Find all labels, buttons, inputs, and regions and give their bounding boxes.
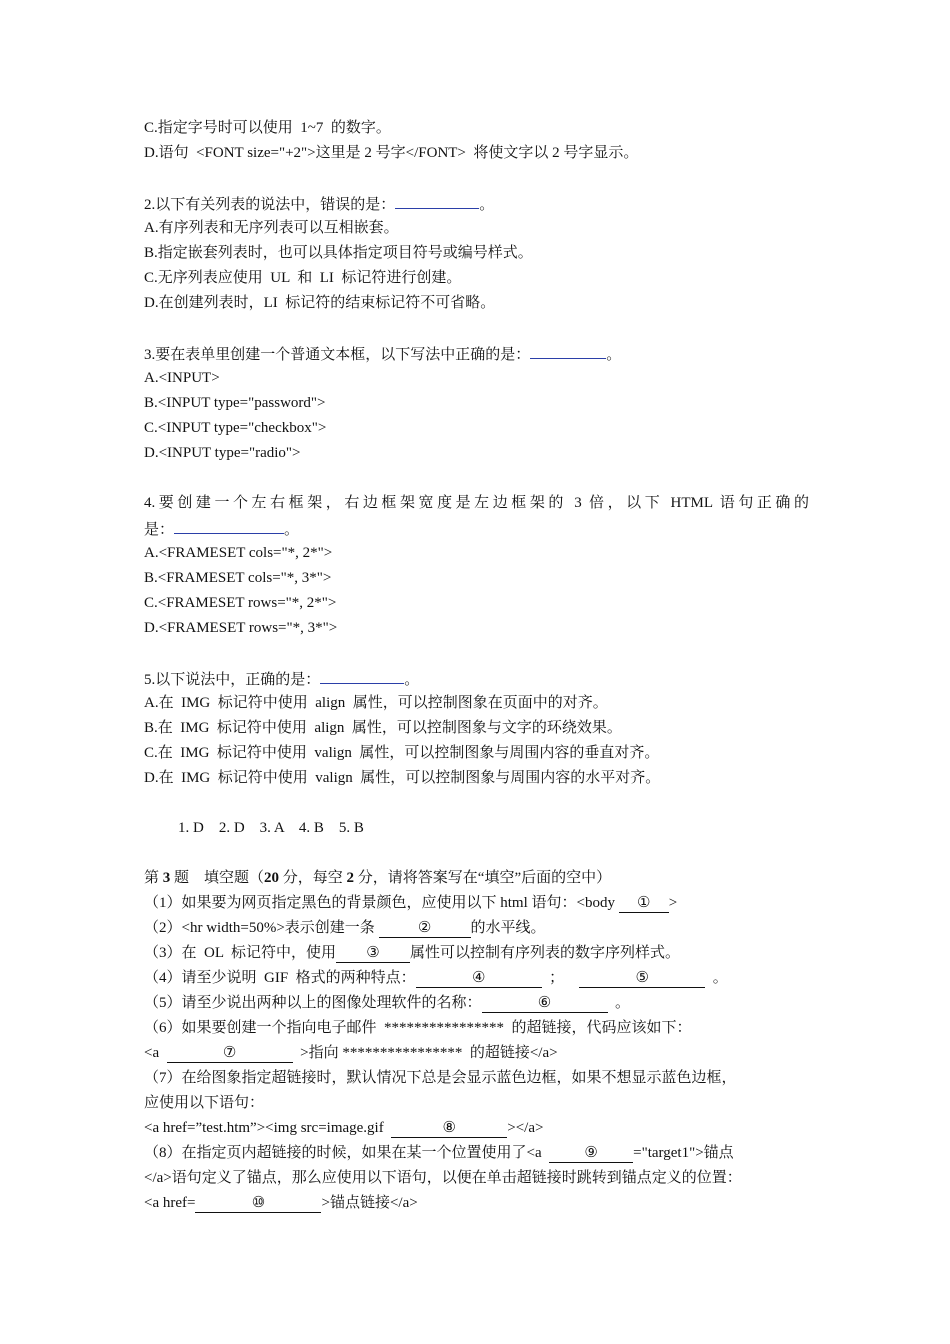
q3-option-d: D.<INPUT type="radio">: [144, 445, 301, 461]
q2-option-c: C.无序列表应使用 UL 和 LI 标记符进行创建。: [144, 270, 462, 286]
item-text: 。: [607, 995, 631, 1011]
fill-item-8-code: [144, 1191, 809, 1216]
fill-blank-7: ⑦: [167, 1044, 293, 1063]
q4-option-d: D.<FRAMESET rows="*, 3*">: [144, 620, 338, 636]
title-total-score: 20: [264, 870, 280, 886]
q2-option-a: A.有序列表和无序列表可以互相嵌套。: [144, 220, 399, 236]
fill-item-6: （6）如果要创建一个指向电子邮件 **************** 的超链接，代码应该如下：: [144, 1020, 692, 1036]
spacer: [144, 841, 809, 866]
q2-stem-end: 。: [479, 197, 495, 213]
q2-stem-text: 2.以下有关列表的说法中，错误的是：: [144, 197, 396, 213]
spacer: [144, 166, 809, 191]
fill-item-5: [144, 991, 809, 1016]
title-part: 第: [144, 870, 163, 886]
item-text: 。: [705, 970, 728, 986]
fill-item-7-cont: 应使用以下语句：: [144, 1095, 265, 1111]
q4-option-c: C.<FRAMESET rows="*, 2*">: [144, 595, 337, 611]
fill-item-8: [144, 1141, 809, 1166]
q5-option-a: A.在 IMG 标记符中使用 align 属性，可以控制图象在页面中的对齐。: [144, 695, 608, 711]
q1-option-c: C.指定字号时可以使用 1~7 的数字。: [144, 120, 391, 136]
q3-stem-end: 。: [606, 347, 622, 363]
fill-item-6-code: [144, 1041, 809, 1066]
item-text: （1）如果要为网页指定黑色的背景颜色，应使用以下 html 语句：<body: [144, 895, 619, 911]
item-text: <a href=: [144, 1195, 196, 1211]
document-page: [144, 116, 809, 1216]
fill-blank-2: ②: [379, 919, 471, 938]
q4-stem-line1: 4.要创建一个左右框架，右边框架宽度是左边框架的 3 倍，以下 HTML 语句正确的: [144, 495, 809, 511]
fill-blank-6: ⑥: [482, 994, 608, 1013]
item-text: >指向 **************** 的超链接</a>: [292, 1045, 558, 1061]
title-part: 分，请将答案写在“填空”后面的空中）: [354, 870, 612, 886]
item-text: ></a>: [507, 1120, 544, 1136]
item-text: ="target1">锚点: [633, 1145, 734, 1161]
q3-answer-blank: [530, 341, 606, 359]
title-part: 题 填空题（: [170, 870, 265, 886]
item-text: （4）请至少说明 GIF 格式的两种特点：: [144, 970, 416, 986]
fill-item-2: [144, 916, 809, 941]
title-part: 分，每空: [279, 870, 347, 886]
fill-item-1: [144, 891, 809, 916]
fill-blank-8: ⑧: [391, 1119, 507, 1138]
spacer: [144, 316, 809, 341]
q2-option-b: B.指定嵌套列表时，也可以具体指定项目符号或编号样式。: [144, 245, 533, 261]
q5-option-c: C.在 IMG 标记符中使用 valign 属性，可以控制图象与周围内容的垂直对齐。: [144, 745, 660, 761]
item-text: <a: [144, 1045, 167, 1061]
item-text: （3）在 OL 标记符中，使用: [144, 945, 336, 961]
q4-stem-line2: [144, 516, 809, 541]
q2-answer-blank: [395, 191, 479, 209]
fill-blank-4: ④: [416, 969, 542, 988]
item-text: （5）请至少说出两种以上的图像处理软件的名称：: [144, 995, 482, 1011]
fill-item-4: [144, 966, 809, 991]
item-text: >锚点链接</a>: [321, 1195, 418, 1211]
q5-option-d: D.在 IMG 标记符中使用 valign 属性，可以控制图象与周围内容的水平对齐。: [144, 770, 661, 786]
fill-blank-5: ⑤: [579, 969, 705, 988]
fill-item-3: [144, 941, 809, 966]
q3-option-a: A.<INPUT>: [144, 370, 220, 386]
item-text: <a href=”test.htm”><img src=image.gif: [144, 1120, 392, 1136]
answer-key: 1. D 2. D 3. A 4. B 5. B: [178, 820, 364, 836]
title-question-number: 3: [162, 870, 171, 886]
fill-item-8-cont: </a>语句定义了锚点，那么应使用以下语句，以便在单击超链接时跳转到锚点定义的位置：: [144, 1170, 742, 1186]
spacer: [144, 791, 809, 816]
q2-stem: [144, 191, 809, 216]
q5-answer-blank: [320, 666, 404, 684]
q4-option-a: A.<FRAMESET cols="*, 2*">: [144, 545, 333, 561]
item-text: （8）在指定页内超链接的时候，如果在某一个位置使用了<a: [144, 1145, 550, 1161]
spacer: [144, 641, 809, 666]
item-text: 的水平线。: [470, 920, 546, 936]
q1-option-d: D.语句 <FONT size="+2">这里是 2 号字</FONT> 将使文字以 2 号字显示。: [144, 145, 639, 161]
q3-stem: [144, 341, 809, 366]
q5-option-b: B.在 IMG 标记符中使用 align 属性，可以控制图象与文字的环绕效果。: [144, 720, 622, 736]
fill-blank-1: ①: [619, 894, 669, 913]
item-text: ；: [541, 970, 565, 986]
q3-option-b: B.<INPUT type="password">: [144, 395, 326, 411]
section3-title: [144, 866, 809, 891]
q3-stem-text: 3.要在表单里创建一个普通文本框，以下写法中正确的是：: [144, 347, 531, 363]
q5-stem-text: 5.以下说法中，正确的是：: [144, 672, 321, 688]
q4-stem-end: 。: [284, 522, 300, 538]
q4-answer-blank: [174, 516, 284, 534]
q3-option-c: C.<INPUT type="checkbox">: [144, 420, 327, 436]
item-text: 属性可以控制有序列表的数字序列样式。: [409, 945, 680, 961]
title-per-blank-score: 2: [346, 870, 355, 886]
fill-blank-10: ⑩: [195, 1194, 321, 1213]
fill-item-7: （7）在给图象指定超链接时，默认情况下总是会显示蓝色边框，如果不想显示蓝色边框，: [144, 1070, 737, 1086]
q2-option-d: D.在创建列表时，LI 标记符的结束标记符不可省略。: [144, 295, 496, 311]
fill-item-7-code: [144, 1116, 809, 1141]
spacer: [144, 466, 809, 491]
q4-option-b: B.<FRAMESET cols="*, 3*">: [144, 570, 332, 586]
q4-stem-text: 是：: [144, 522, 175, 538]
item-text: （2）<hr width=50%>表示创建一条: [144, 920, 379, 936]
fill-blank-9: ⑨: [549, 1144, 633, 1163]
item-text: >: [668, 895, 678, 911]
q5-stem-end: 。: [404, 672, 420, 688]
q5-stem: [144, 666, 809, 691]
fill-blank-3: ③: [336, 944, 410, 963]
